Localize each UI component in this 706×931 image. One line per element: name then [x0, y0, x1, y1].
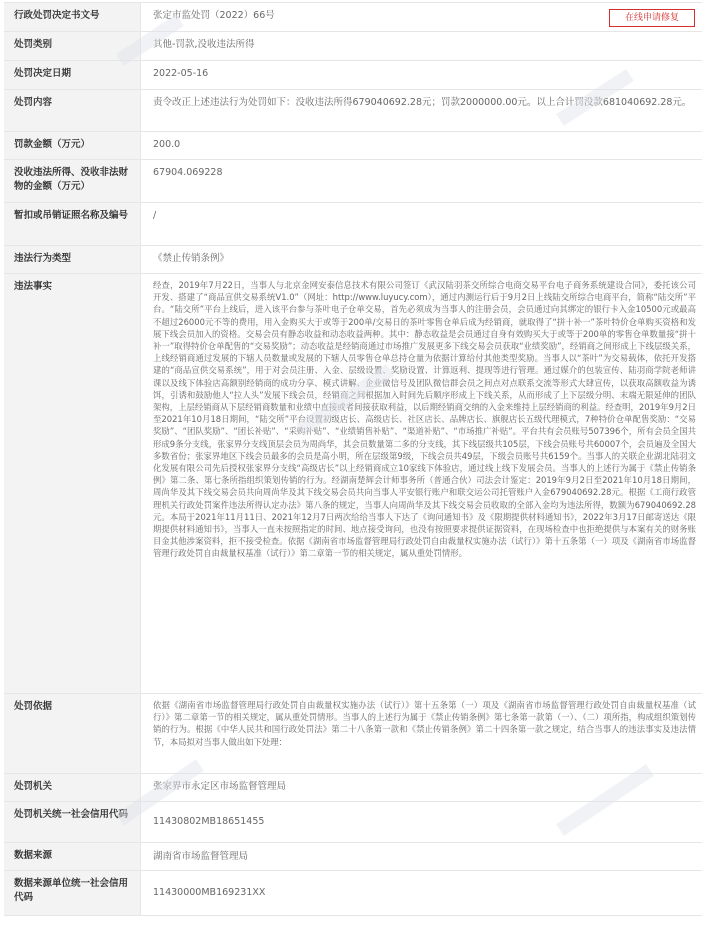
- online-repair-button[interactable]: 在线申请修复: [609, 9, 695, 27]
- row-violation-facts: [4, 274, 702, 694]
- label-authority-credit-code: 处罚机关统一社会信用代码: [4, 802, 141, 842]
- row-license-revoked: [4, 203, 702, 246]
- value-confiscation-amount: 67904.069228: [153, 167, 223, 178]
- row-penalty-category: [4, 32, 702, 61]
- value-penalty-authority: 张家界市永定区市场监督管理局: [153, 781, 287, 792]
- label-data-source: 数据来源: [4, 843, 141, 870]
- row-penalty-content: [4, 90, 702, 132]
- value-authority-credit-code: 11430802MB18651455: [153, 816, 265, 827]
- row-fine-amount: [4, 132, 702, 160]
- label-fine-amount: 罚款金额（万元）: [4, 132, 141, 159]
- row-confiscation-amount: [4, 160, 702, 203]
- value-violation-facts: 经查，2019年7月22日，当事人与北京金网安泰信息技术有限公司签订《武汉陆羽茶交所综合电商交易平台电子商务系统建设合同》，委托该公司开发、搭建了“商品宣供交易系统V1.0”（网址：http://www.luyucy.com），通过内测运行后于9月2日上线陆交所综合电商平台，简称“陆交所”平台。“陆交所”平台上线后，进入该平台参与茶叶电子仓单交易，首先必须成为当事人的注册会员，会员通过向其绑定的银行卡入金10500元或最高不超过26000元不等的费用，用入金购买大于或等于200单/交易日的茶叶零售仓单后成为经销商，就取得了“拼十补一”茶叶特价仓单购买资格和发展下线会员加入的资格。交易会员有静态收益和动态收益两种。其中：静态收益是会员通过自身有效购买大于或等于200单的零售仓单数量接“拼十补一”取得特价仓单配售的“交易奖励”；动态收益是经销商通过市场推广发展更多下线交易会员获取“业绩奖励”，经销商之间形成上下线层级关系，上线经销商通过发展的下辖人员数量或发展的下辖人员零售仓单总持仓量为依据计算给付其他类型奖励。当事人以“茶叶”为交易载体，依托开发搭建的“商品宣供交易系统”，用于对会员注册、入金、层级设置、奖励设置、计算返利、提现等进行管理。通过媒介的包装宣传、陆羽商学院老师讲课以及线下体验店高额别经销商的成功分享、模式讲解、企业微信号及团队微信群会员之间点对点联系交流等形式大肆宣传，以获取高额收益为诱饵，引诱和鼓励他人“拉人头”发展下线会员，经销商之间根据加入时间先后顺序形成上下线关系，从而形成了上下层级分明、末端无限延伸的团队架构，上层经销商从下层经销商数量和业绩中直接或者间接获取利益，以后期经销商交纳的入金来维持上层经销商的利益。经查明，2019年9月2日至2021年10月18日期间，“陆交所”平台设置初级店长、高级店长、社区店长、品牌店长、旗舰店长五级代理模式，7种特价仓单配售奖励：“交易奖励”、“团队奖励”、“团长补贴”、“采购补贴”、“业绩销售补贴”、“渠道补贴”、“市场推广补贴”。平台共有会员账号507396个，所有会员全国共形成9条分支线，张家界分支线顶层会员为周尚华，其会员数量第二多的分支线，其下线层级共105层，下线会员账号共60007个，会员遍及全国大多数省份；张家界地区下线会员最多的会员是高小明，所在层级第9级，下线会员共49层，下级会员账号共6159个。当事人的关联企业湖北陆羽文化发展有限公司先后授权张家界分支线“高级店长”以上经销商成立10家线下体验店，通过线上线下发展会员。当事人的上述行为属于《禁止传销条例》第二条、第七条所指组织策划传销的行为。经湖南楚辉会计师事务所（普通合伙）司法会计鉴定：2019年9月2日至2021年10月18日期间，周尚华及其下线交易会员共向周尚华及其下线交易会员共向当事人平安银行账户和联交运公司托管账户入金679040692.28元。根据《工商行政管理机关行政处罚案件违法所得认定办法》第八条的规定，当事人向周尚华及其下线交易会员收取的全部入金均为违法所得，数额为679040692.28元。本局于2021年11月11日、2021年12月7日两次给给当事人下达了《询问通知书》及《限期提供材料通知书》，2022年3月17日邮寄送达《限期提供材料通知书》，当事人一直未按照指定的时间、地点接受询问，也没有按照要求提供证据资料，在现场检查中也拒绝提供与本案有关的财务账目金其他涉案资料，拒不接受检查。依据《湖南省市场监督管理局行政处罚自由裁量权实施办法（试行）》第十五条第（一）项及《湖南省市场监督管理行政处罚自由裁量权基准（试行）》第二章第一节的相关规定，属从重处罚情形。: [153, 280, 696, 559]
- value-violation-type: 《禁止传销条例》: [153, 253, 230, 264]
- value-decision-date: 2022-05-16: [153, 68, 209, 79]
- row-violation-type: [4, 246, 702, 274]
- label-penalty-category: 处罚类别: [4, 32, 141, 60]
- decision-number: 张定市监处罚（2022）66号: [153, 10, 275, 21]
- value-penalty-category: 其他-罚款,没收违法所得: [153, 39, 255, 50]
- label-violation-facts: 违法事实: [4, 274, 141, 693]
- label-license-revoked: 暂扣或吊销证照名称及编号: [4, 203, 141, 245]
- label-source-credit-code: 数据来源单位统一社会信用代码: [4, 871, 141, 915]
- row-penalty-authority: [4, 774, 702, 802]
- label-decision-date: 处罚决定日期: [4, 61, 141, 89]
- label-penalty-basis: 处罚依据: [4, 694, 141, 773]
- value-penalty-basis: 依据《湖南省市场监督管理局行政处罚自由裁量权实施办法（试行）》第十五条第（一）项及《湖南省市场监督管理行政处罚自由裁量权基准（试行）》第二章第一节的相关规定，属从重处罚情形。当事人的上述行为属于《禁止传销条例》第七条第一款第（一）、（二）项所指，构成组织策划传销的行为。根据《中华人民共和国行政处罚法》第二十八条第一款和《禁止传销条例》第二十四条第一款之规定，结合当事人的违法事实及违法情节，本局拟对当事人做出如下处理：: [153, 700, 696, 747]
- row-authority-credit-code: [4, 802, 702, 843]
- value-data-source: 湖南省市场监督管理局: [153, 850, 249, 862]
- penalty-detail-table: [4, 2, 702, 916]
- row-data-source: [4, 843, 702, 871]
- row-decision-date: [4, 61, 702, 90]
- value-fine-amount: 200.0: [153, 139, 181, 150]
- row-penalty-basis: [4, 694, 702, 774]
- label-penalty-authority: 处罚机关: [4, 774, 141, 801]
- row-source-credit-code: [4, 871, 702, 916]
- label-decision-number: 行政处罚决定书文号: [4, 3, 141, 31]
- label-confiscation-amount: 没收违法所得、没收非法财物的金额（万元）: [4, 160, 141, 202]
- row-decision-number: [4, 3, 702, 32]
- value-license-revoked: /: [153, 210, 157, 221]
- label-penalty-content: 处罚内容: [4, 90, 141, 131]
- value-decision-number: [141, 3, 702, 31]
- value-penalty-content: 责令改正上述违法行为处罚如下：没收违法所得679040692.28元；罚款2000000.00元。以上合计罚没款681040692.28元。: [153, 97, 692, 108]
- label-violation-type: 违法行为类型: [4, 246, 141, 273]
- value-source-credit-code: 11430000MB169231XX: [153, 887, 266, 898]
